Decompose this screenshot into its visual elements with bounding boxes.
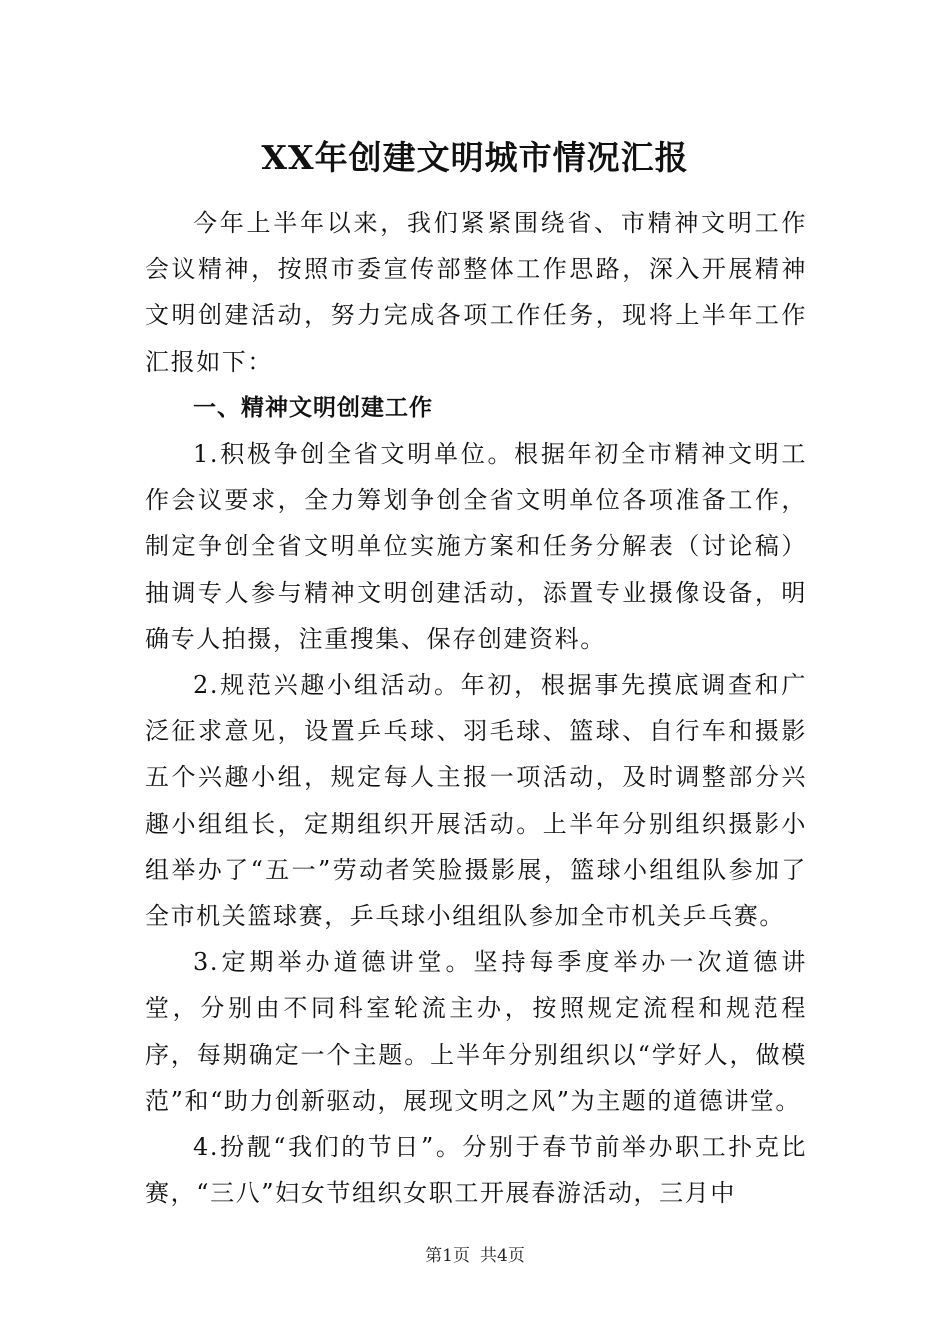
page-count: 共4页 [480, 1246, 525, 1266]
item-paragraph-2: 2.规范兴趣小组活动。年初，根据事先摸底调查和广泛征求意见，设置乒乓球、羽毛球、篮球、自行车和摄影五个兴趣小组，规定每人主报一项活动，及时调整部分兴趣小组组长，定期组织开展活动。上半年分别组织摄影小组举办了“五一”劳动者笑脸摄影展，篮球小组组队参加了全市机关篮球赛，乒乓球小组组队参加全市机关乒乓赛。 [145, 671, 807, 931]
item-paragraph-1: 1.积极争创全省文明单位。根据年初全市精神文明工作会议要求，全力筹划争创全省文明单位各项准备工作，制定争创全省文明单位实施方案和任务分解表（讨论稿）抽调专人参与精神文明创建活动，添置专业摄像设备，明确专人拍摄，注重搜集、保存创建资料。 [145, 440, 807, 653]
page-number: 第1页 [425, 1246, 470, 1266]
page-footer [0, 1244, 950, 1268]
item-paragraph-4: 4.扮靓“我们的节日”。分别于春节前举办职工扑克比赛，“三八”妇女节组织女职工开展春游活动，三月中 [145, 1133, 807, 1208]
document-title: XX年创建文明城市情况汇报 [261, 138, 689, 177]
section-heading: 一、精神文明创建工作 [193, 394, 433, 421]
document-body [145, 200, 807, 1216]
item-paragraph-3: 3.定期举办道德讲堂。坚持每季度举办一次道德讲堂，分别由不同科室轮流主办，按照规定流程和规范程序，每期确定一个主题。上半年分别组织以“学好人，做模范”和“助力创新驱动，展现文明之风”为主题的道德讲堂。 [145, 948, 807, 1115]
intro-paragraph: 今年上半年以来，我们紧紧围绕省、市精神文明工作会议精神，按照市委宣传部整体工作思路，深入开展精神文明创建活动，努力完成各项工作任务，现将上半年工作汇报如下： [145, 209, 807, 376]
